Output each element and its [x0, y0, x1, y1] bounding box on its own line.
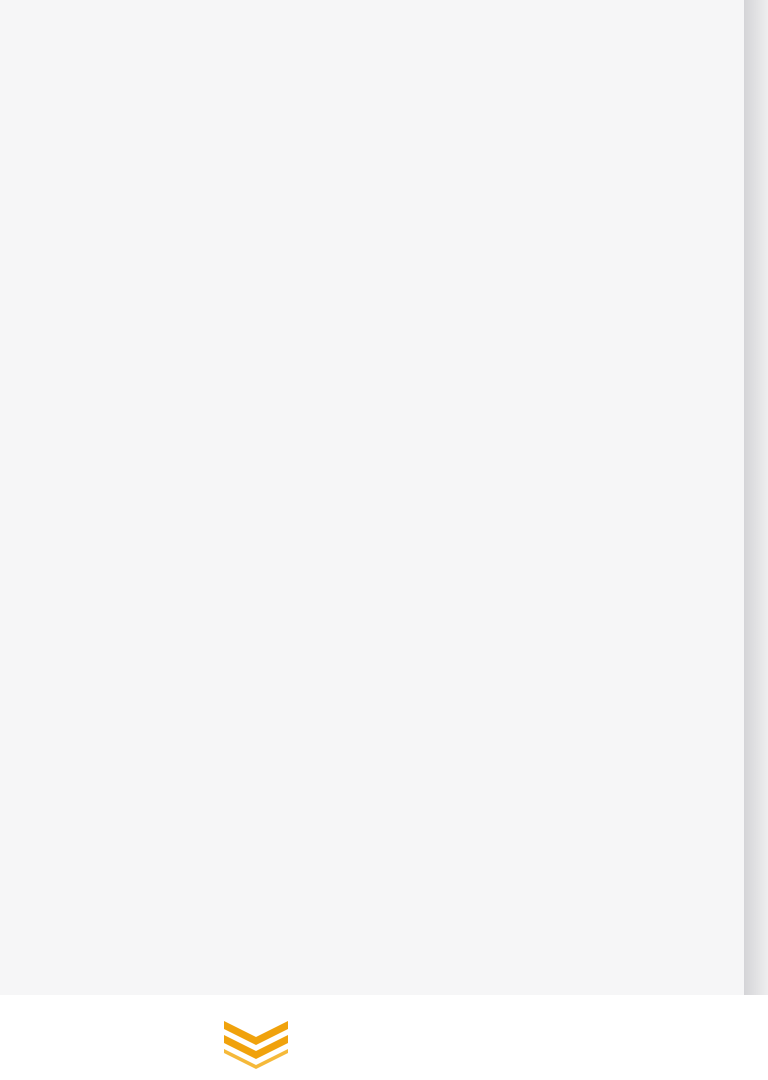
- brand-logo: [30, 1009, 300, 1069]
- watermark-banner: [0, 995, 768, 1080]
- book-stack-icon: [220, 1013, 292, 1069]
- page-edge-shadow: [744, 0, 768, 995]
